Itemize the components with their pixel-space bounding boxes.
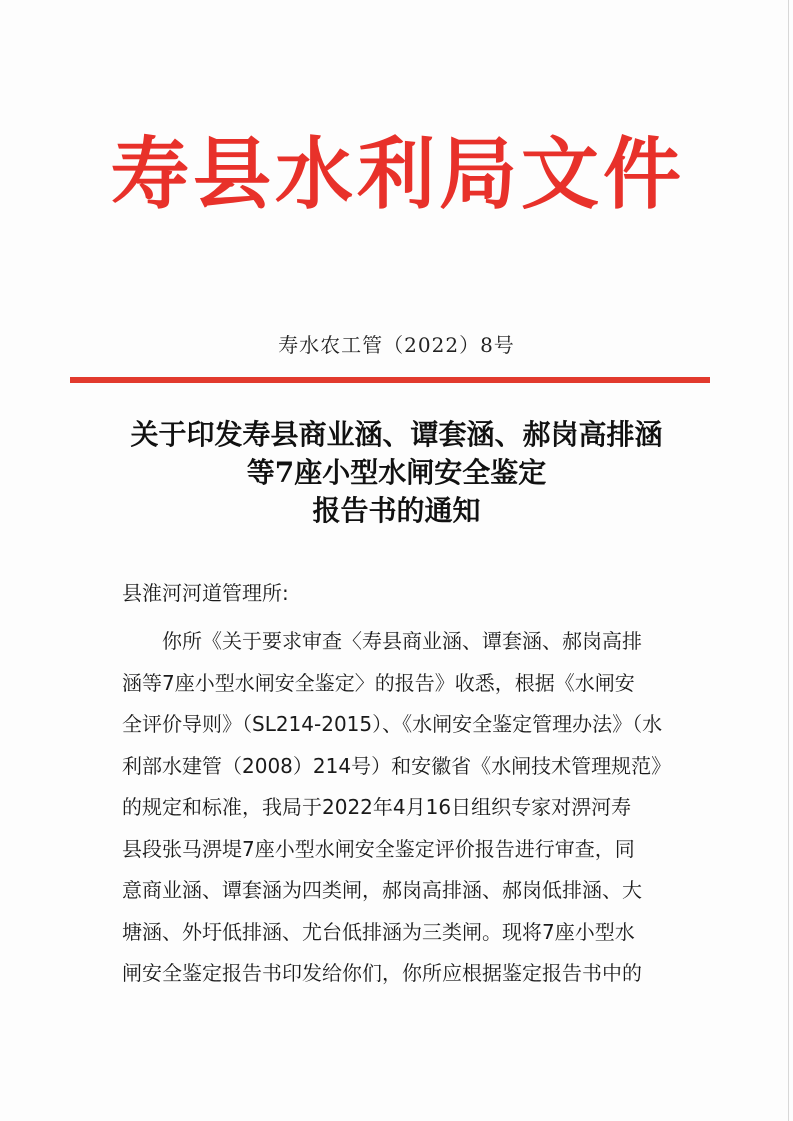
addressee: 县淮河河道管理所: bbox=[122, 581, 289, 605]
body-line: 你所《关于要求审查〈寿县商业涵、谭套涵、郝岗高排 bbox=[162, 629, 642, 653]
body-line: 闸安全鉴定报告书印发给你们，你所应根据鉴定报告书中的 bbox=[122, 961, 642, 985]
agency-title: 寿县水利局文件 bbox=[110, 129, 685, 220]
notice-title-line: 关于印发寿县商业涵、谭套涵、郝岗高排涵 bbox=[130, 418, 663, 451]
notice-title-line: 报告书的通知 bbox=[312, 494, 481, 527]
document-number: 寿水农工管（2022）8号 bbox=[278, 333, 515, 357]
body-line: 涵等7座小型水闸安全鉴定〉的报告》收悉，根据《水闸安 bbox=[122, 670, 635, 695]
body-paragraph bbox=[122, 621, 682, 995]
page-edge-line bbox=[788, 0, 789, 1121]
body-line: 塘涵、外圩低排涵、尤台低排涵为三类闸。现将7座小型水 bbox=[122, 919, 635, 944]
body-line: 利部水建管（2008）214号）和安徽省《水闸技术管理规范》 bbox=[122, 753, 672, 778]
notice-title-line: 等7座小型水闸安全鉴定 bbox=[246, 456, 547, 489]
body-line: 的规定和标准，我局于2022年4月16日组织专家对淠河寿 bbox=[122, 795, 632, 819]
red-divider bbox=[70, 377, 710, 383]
body-line: 全评价导则》（SL214-2015）、《水闸安全鉴定管理办法》（水 bbox=[122, 712, 663, 736]
body-line: 县段张马淠堤7座小型水闸安全鉴定评价报告进行审查，同 bbox=[122, 836, 635, 861]
notice-title bbox=[60, 416, 733, 530]
body-line: 意商业涵、谭套涵为四类闸，郝岗高排涵、郝岗低排涵、大 bbox=[122, 878, 642, 902]
